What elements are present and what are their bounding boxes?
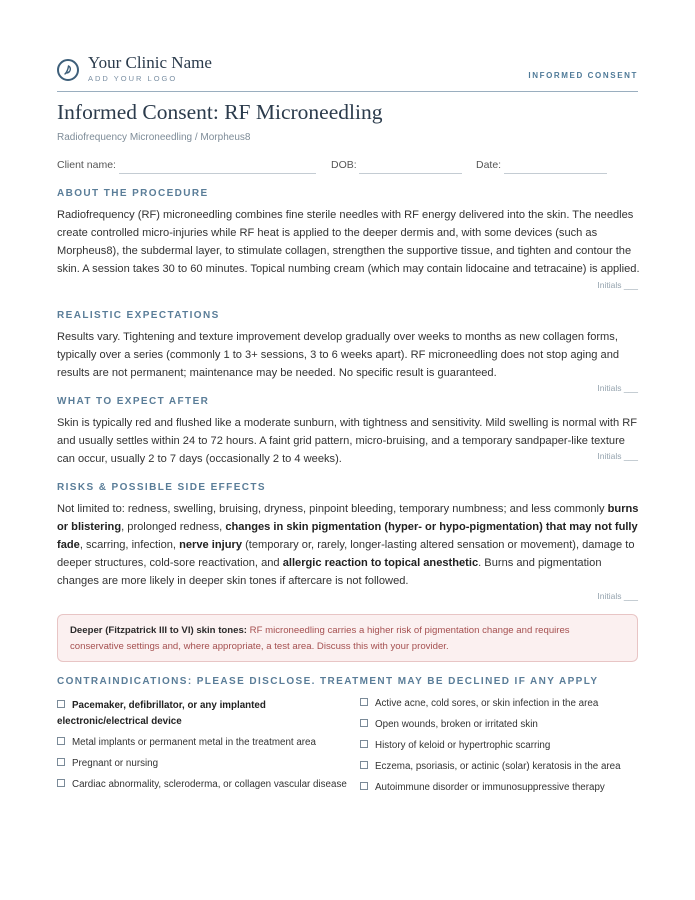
dob-label: DOB: (331, 159, 357, 171)
contraindication-item: Eczema, psoriasis, or actinic (solar) keratosis in the area (360, 759, 638, 775)
skin-tone-warning-callout (57, 614, 638, 662)
initials-expectations[interactable]: Initials ___ (597, 383, 638, 393)
procedure-text: Radiofrequency (RF) microneedling combines fine sterile needles with RF energy delivered into the skin. The needles create controlled micro-injuries while RF heat is applied to the deeper dermis and, with some devices (such as Morpheus8), the subdermal layer, to stimulate collagen, strengthen the supportive tissue, and tighten and contour the skin. A session takes 30 to 60 minutes. Topical numbing cream (which may contain lidocaine and tetracaine) is applied. (57, 209, 640, 275)
callout-label: Deeper (Fitzpatrick III to VI) skin tones: (70, 625, 247, 636)
client-name-label: Client name: (57, 159, 116, 171)
checkbox[interactable] (57, 779, 65, 787)
contraindication-item: Autoimmune disorder or immunosuppressive therapy (360, 780, 638, 796)
initials-procedure[interactable]: Initials ___ (597, 280, 638, 290)
checkbox[interactable] (57, 737, 65, 745)
expectations-text: Results vary. Tightening and texture improvement develop gradually over weeks to months as new collagen forms, typically over a series (commonly 1 to 3+ sessions, 3 to 6 weeks apart). RF microneedling does not stop aging and results are not permanent; maintenance may be needed. No specific result is guaranteed. (57, 331, 620, 379)
checkbox[interactable] (360, 782, 368, 790)
document-type-label: INFORMED CONSENT (528, 71, 638, 80)
page-subtitle: Radiofrequency Microneedling / Morpheus8 (57, 132, 251, 143)
letterhead (57, 52, 638, 92)
expectations-heading: REALISTIC EXPECTATIONS (57, 310, 220, 321)
logo-placeholder-text: ADD YOUR LOGO (88, 74, 178, 83)
contraindication-item: Cardiac abnormality, scleroderma, or collagen vascular disease (57, 777, 347, 793)
after-heading: WHAT TO EXPECT AFTER (57, 396, 210, 407)
checkbox[interactable] (360, 761, 368, 769)
contraindication-item: Metal implants or permanent metal in the treatment area (57, 735, 347, 751)
contraindication-item: Active acne, cold sores, or skin infection in the area (360, 696, 638, 712)
checkbox[interactable] (57, 700, 65, 708)
initials-risks[interactable]: Initials ___ (597, 591, 638, 601)
checkbox[interactable] (360, 719, 368, 727)
contraindication-item: History of keloid or hypertrophic scarring (360, 738, 638, 754)
clinic-logo-icon (57, 59, 79, 81)
initials-after[interactable]: Initials ___ (597, 451, 638, 461)
after-text: Skin is typically red and flushed like a moderate sunburn, with tightness and sensitivity. Mild swelling is normal with RF and usually settles within 24 to 72 hours. A faint grid pattern, micro-bruising, and a temporary sandpaper-like texture can occur, usually 2 to 7 days (occasionally 2 to 4 weeks). (57, 417, 638, 465)
contraindications-left-column (57, 698, 347, 798)
contraindications-heading: CONTRAINDICATIONS: PLEASE DISCLOSE. TREATMENT MAY BE DECLINED IF ANY APPLY (57, 676, 599, 687)
contraindications-right-column (360, 696, 638, 801)
procedure-heading: ABOUT THE PROCEDURE (57, 188, 209, 199)
client-name-field[interactable] (119, 173, 316, 174)
dob-field[interactable] (359, 173, 462, 174)
date-label: Date: (476, 159, 502, 171)
clinic-name: Your Clinic Name (88, 53, 212, 72)
contraindication-item: Open wounds, broken or irritated skin (360, 717, 638, 733)
contraindication-item: Pacemaker, defibrillator, or any implanted electronic/electrical device (57, 700, 266, 727)
checkbox[interactable] (360, 740, 368, 748)
checkbox[interactable] (360, 698, 368, 706)
date-field[interactable] (504, 173, 607, 174)
risks-text: Not limited to: redness, swelling, bruising, dryness, pinpoint bleeding, temporary numbness; and less commonly burns or blistering, prolonged redness, changes in skin pigmentation (hyper- or hypo-pigmentation) that may not fully fade, scarring, infection, nerve injury (temporary or, rarely, longer-lasting altered sensation or movement), damage to deeper structures, cold-sore reactivation, and allergic reaction to topical anesthetic. Burns and pigmentation changes are more likely in deeper skin tones if aftercare is not followed. (57, 503, 639, 587)
risks-heading: RISKS & POSSIBLE SIDE EFFECTS (57, 482, 266, 493)
contraindication-item: Pregnant or nursing (57, 756, 347, 772)
page-title: Informed Consent: RF Microneedling (57, 100, 383, 124)
checkbox[interactable] (57, 758, 65, 766)
callout-text: RF microneedling carries a higher risk of pigmentation change and requires conservative settings and, where appropriate, a test area. Discuss this with your provider. (70, 625, 570, 652)
